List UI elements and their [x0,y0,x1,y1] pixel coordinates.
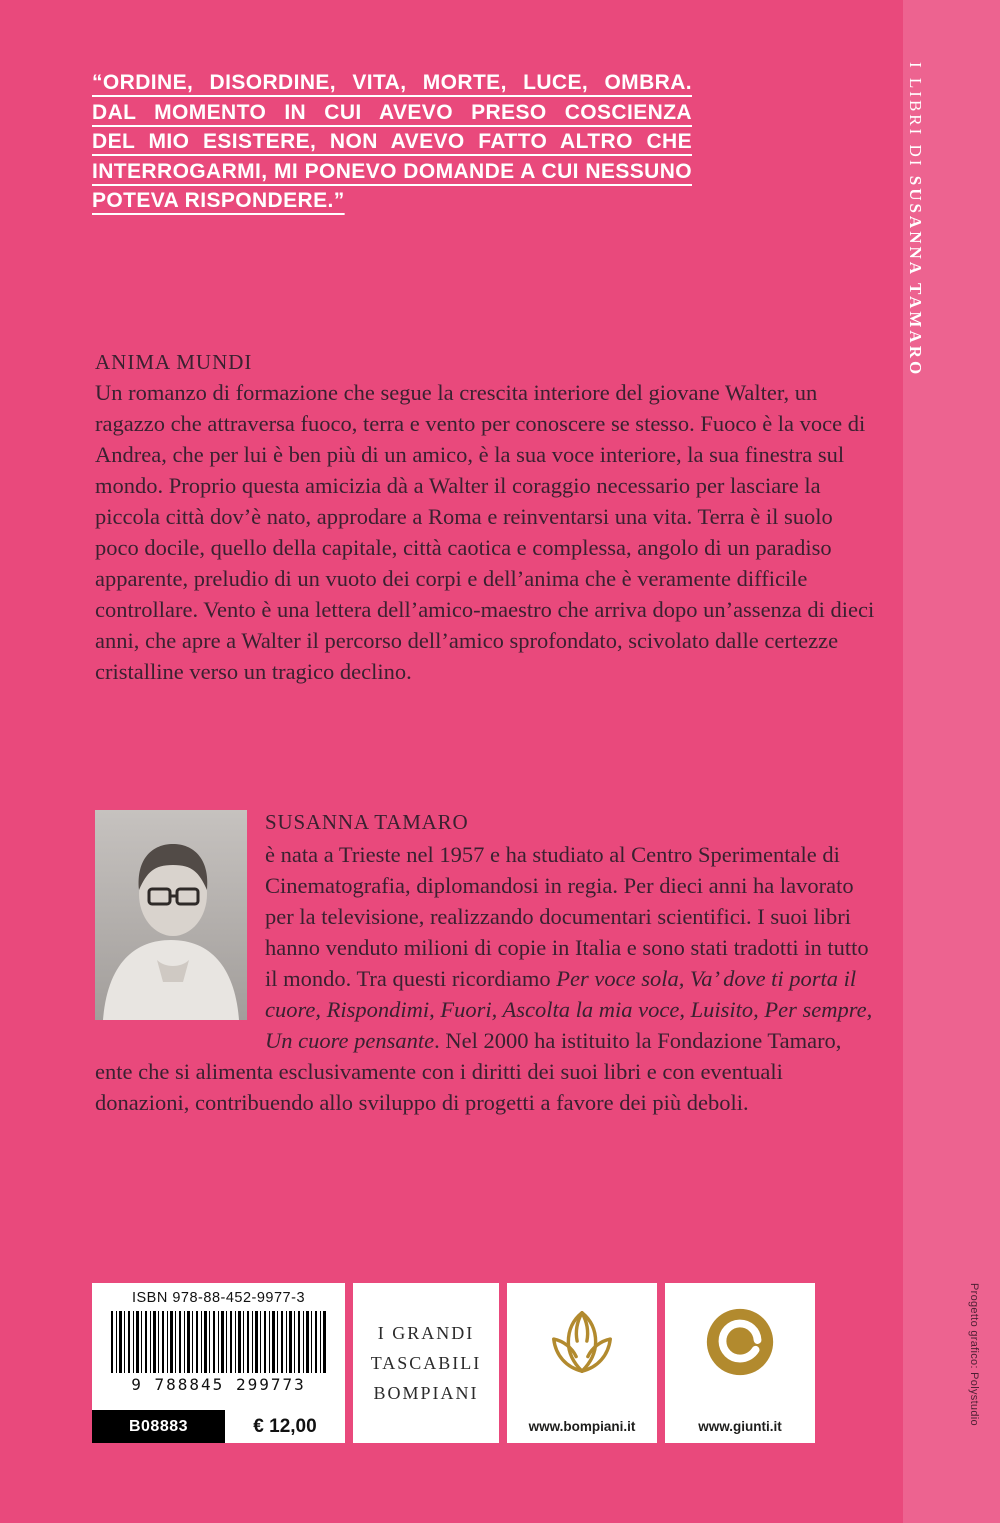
bompiani-logo-panel [507,1283,657,1443]
quote-line: DAL MOMENTO IN CUI AVEVO PRESO COSCIENZA [92,100,692,124]
spine-series-author: SUSANNA TAMARO [906,175,925,378]
author-name: SUSANNA TAMARO [265,810,469,834]
author-bio-part2: . Nel 2000 ha istituito la Fondazione Tamaro, ente che si alimenta esclusivamente con i diritti dei suoi libri e con eventuali donazioni, contribuendo allo sviluppo di progetti a favore dei più deboli. [95,1028,842,1115]
barcode-panel [92,1283,345,1443]
price: € 12,00 [225,1410,345,1443]
imprint-line: I GRANDI [377,1322,475,1343]
imprint-line: BOMPIANI [373,1382,479,1403]
bompiani-url: www.bompiani.it [528,1419,636,1434]
quote-line: INTERROGARMI, MI PONEVO DOMANDE A CUI NESSUNO [92,159,692,183]
barcode-digits: 9 788845 299773 [131,1375,306,1394]
spine-series-prefix: I LIBRI DI [906,62,925,176]
author-bio-part1: è nata a Trieste nel 1957 e ha studiato al Centro Sperimentale di Cinematografia, diplomandosi in regia. Per dieci anni ha lavorato per la televisione, realizzando documentari scientifici. I suoi libri hanno venduto milioni di copie in Italia e sono stati tradotti in tutto il mondo. Tra questi ricordiamo [265,842,869,991]
bompiani-flower-icon [543,1303,621,1381]
author-section [95,806,875,1118]
synopsis-section [95,350,875,687]
barcode-bottom-row [92,1410,345,1443]
imprint-panel [353,1283,499,1443]
giunti-url: www.giunti.it [698,1419,782,1434]
author-bio-book-titles: Per voce sola, Va’ dove ti porta il cuore, Rispondimi, Fuori, Ascolta la mia voce, Luisito, Per sempre, Un cuore pensante [265,966,873,1053]
isbn-label: ISBN 978-88-452-9977-3 [131,1290,306,1306]
book-title: ANIMA MUNDI [95,350,253,374]
barcode-icon [111,1311,327,1373]
back-cover-quote [92,68,692,216]
quote-line: POTEVA RISPONDERE.” [92,189,345,212]
quote-line: DEL MIO ESISTERE, NON AVEVO FATTO ALTRO CHE [92,130,692,153]
synopsis-text: Un romanzo di formazione che segue la crescita interiore del giovane Walter, un ragazzo che attraversa fuoco, terra e vento per conoscere se stesso. Fuoco è la voce di Andrea, che per lui è ben più di un amico, è la sua voce interiore, la sua finestra sul mondo. Proprio questa amicizia dà a Walter il coraggio necessario per lasciare la piccola città dov’è nato, approdare a Roma e reinventarsi una vita. Terra è il suolo poco docile, quello della capitale, città caotica e complessa, angolo di un paradiso apparente, preludio di un vuoto dei corpi e dell’anima che è veramente difficile controllare. Vento è una lettera dell’amico-maestro che arriva dopo un’assenza di dieci anni, che apre a Walter il percorso dell’amico sprofondato, scivolato dalle certezze cristalline verso un tragico declino. [95,380,875,684]
giunti-g-icon [701,1303,779,1381]
imprint-line: TASCABILI [370,1352,482,1373]
spine-series-label [905,62,925,682]
edition-code: B08883 [92,1410,225,1443]
author-portrait-graphic [95,810,247,1020]
giunti-logo-panel [665,1283,815,1443]
quote-line: “ORDINE, DISORDINE, VITA, MORTE, LUCE, OMBRA. [92,71,692,94]
author-photo [95,810,247,1020]
design-credit: Progetto grafico: Polystudio [968,1283,980,1426]
